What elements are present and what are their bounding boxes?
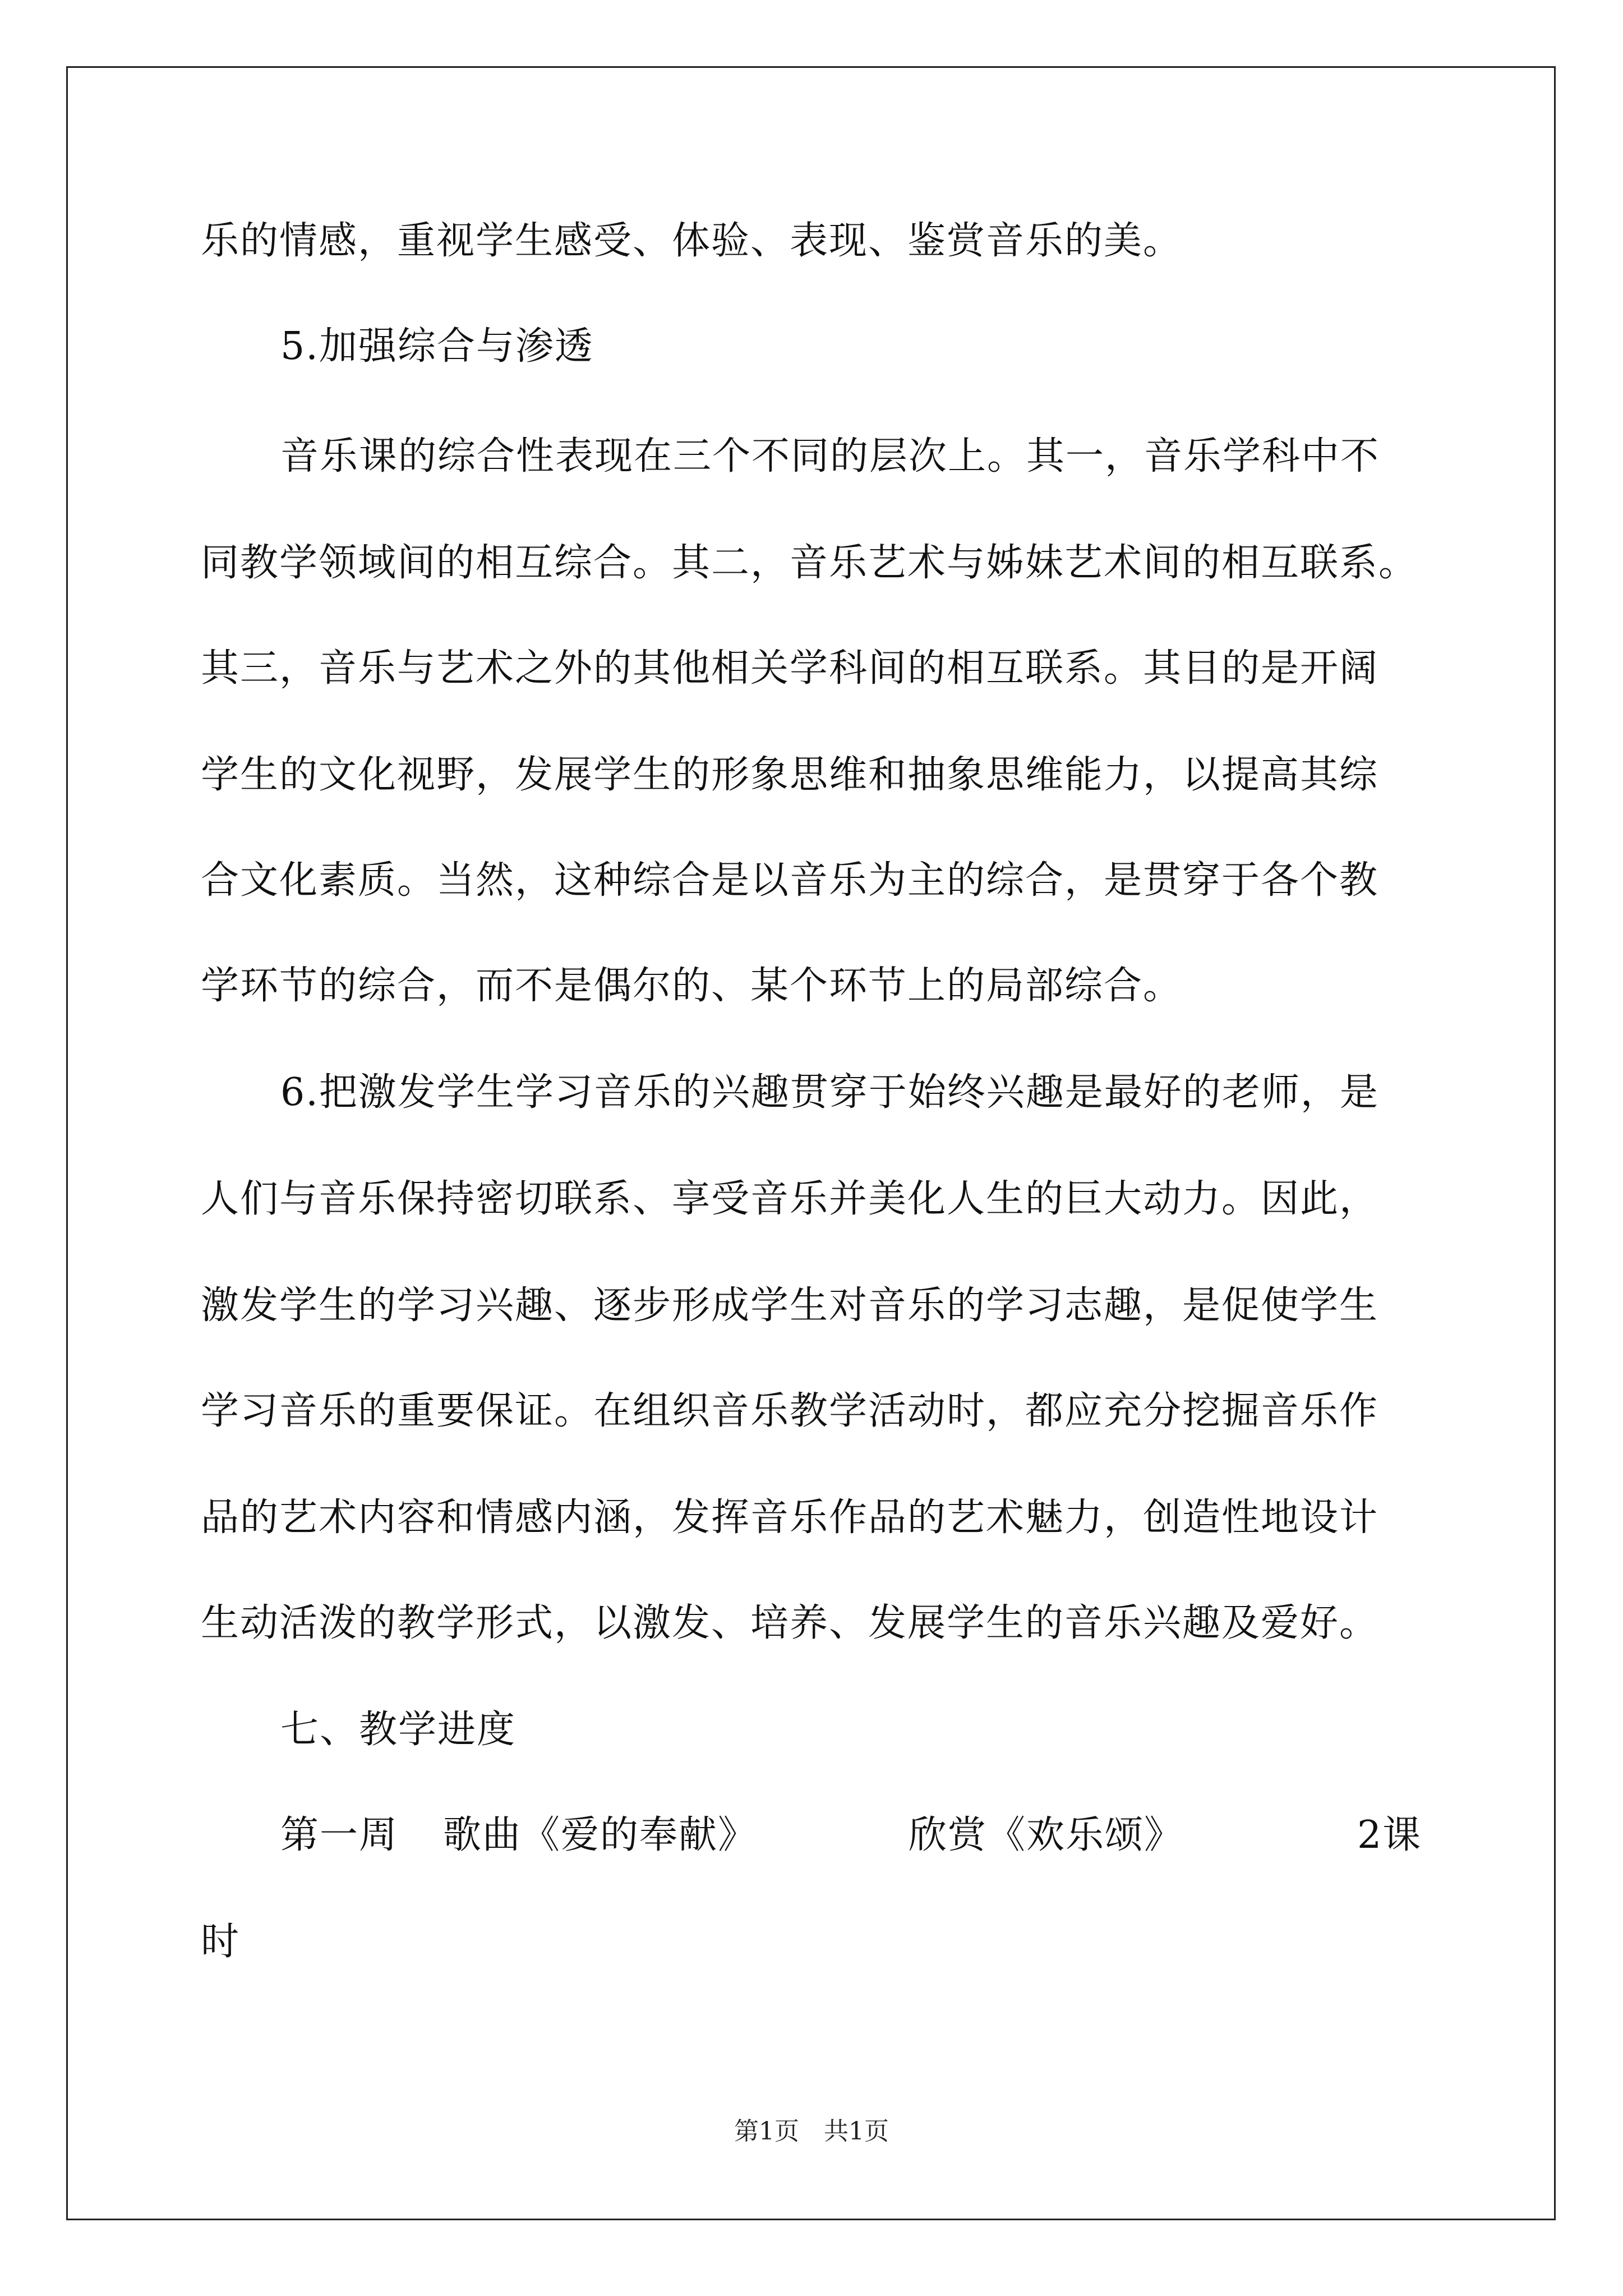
schedule-hours: 2课: [1357, 1813, 1422, 1857]
section-heading: 5.加强综合与渗透: [280, 324, 594, 369]
paragraph-line: 其三，音乐与艺术之外的其他相关学科间的相互联系。其目的是开阔: [201, 646, 1379, 691]
paragraph-line: 乐的情感，重视学生感受、体验、表现、鉴赏音乐的美。: [201, 219, 1183, 263]
paragraph-line: 人们与音乐保持密切联系、享受音乐并美化人生的巨大动力。因此，: [201, 1177, 1379, 1221]
paragraph-line: 合文化素质。当然，这种综合是以音乐为主的综合，是贯穿于各个教: [201, 858, 1379, 903]
schedule-appreciation: 欣赏《欢乐颂》: [909, 1813, 1184, 1857]
page-border: [66, 66, 1556, 2220]
paragraph-line: 同教学领域间的相互综合。其二，音乐艺术与姊妹艺术间的相互联系。: [201, 541, 1418, 585]
section-heading: 七、教学进度: [280, 1708, 517, 1752]
paragraph-line: 音乐课的综合性表现在三个不同的层次上。其一，音乐学科中不: [280, 434, 1380, 478]
paragraph-line: 6.把激发学生学习音乐的兴趣贯穿于始终兴趣是最好的老师，是: [280, 1070, 1379, 1115]
schedule-week: 第一周: [280, 1813, 399, 1857]
paragraph-line: 生动活泼的教学形式，以激发、培养、发展学生的音乐兴趣及爱好。: [201, 1601, 1379, 1645]
paragraph-line: 学生的文化视野，发展学生的形象思维和抽象思维能力，以提高其综: [201, 753, 1379, 797]
page-footer: 第1页 共1页: [734, 2117, 889, 2146]
schedule-hours-wrap: 时: [201, 1920, 241, 1964]
paragraph-line: 品的艺术内容和情感内涵，发挥音乐作品的艺术魅力，创造性地设计: [201, 1496, 1379, 1540]
paragraph-line: 学习音乐的重要保证。在组织音乐教学活动时，都应充分挖掘音乐作: [201, 1389, 1379, 1433]
paragraph-line: 激发学生的学习兴趣、逐步形成学生对音乐的学习志趣，是促使学生: [201, 1283, 1379, 1328]
paragraph-line: 学环节的综合，而不是偶尔的、某个环节上的局部综合。: [201, 964, 1183, 1008]
schedule-song: 歌曲《爱的奉献》: [443, 1813, 758, 1857]
